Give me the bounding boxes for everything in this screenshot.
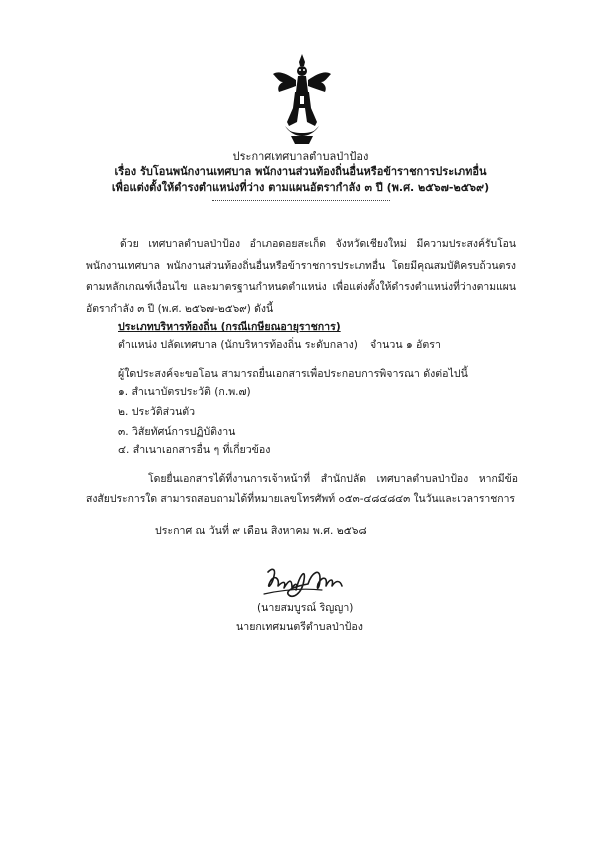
document-item: ๒. ประวัติส่วนตัว <box>118 406 196 418</box>
signer-title: นายกเทศมนตรีตำบลป่าป้อง <box>236 621 363 633</box>
announcement-purpose: เพื่อแต่งตั้งให้ดำรงตำแหน่งที่ว่าง ตามแผนอัตรากำลัง ๓ ปี (พ.ศ. ๒๕๖๗-๒๕๖๙) <box>111 181 490 194</box>
contact-paragraph-text: โดยยื่นเอกสารได้ที่งานการเจ้าหน้าที่ สำนักปลัด เทศบาลตำบลป่าป้อง หากมีข้อสงสัยประการใด สามารถสอบถามได้ที่หมายเลขโทรศัพท์ ๐๕๓-๔๘๔๘๔๓ ในวันและเวลาราชการ <box>86 473 518 505</box>
document-item: ๓. วิสัยทัศน์การปฏิบัติงาน <box>118 426 236 438</box>
documents-intro: ผู้ใดประสงค์จะขอโอน สามารถยื่นเอกสารเพื่อประกอบการพิจารณา ดังต่อไปนี้ <box>118 368 468 380</box>
handwritten-signature <box>262 560 348 602</box>
signer-name: (นายสมบูรณ์ ริญญา) <box>257 602 354 614</box>
position-title: ตำแหน่ง ปลัดเทศบาล (นักบริหารท้องถิ่น ระดับกลาง) <box>118 339 358 351</box>
contact-paragraph <box>86 469 518 509</box>
dotted-divider <box>212 200 390 201</box>
document-item: ๑. สำเนาบัตรประวัติ (ก.พ.๗) <box>118 386 251 398</box>
garuda-emblem <box>271 52 333 146</box>
position-count: จำนวน ๑ อัตรา <box>370 339 441 351</box>
announcement-org: ประกาศเทศบาลตำบลป่าป้อง <box>232 150 369 163</box>
announcement-subject: เรื่อง รับโอนพนักงานเทศบาล พนักงานส่วนท้องถิ่นอื่นหรือข้าราชการประเภทอื่น <box>114 165 487 178</box>
announcement-date: ประกาศ ณ วันที่ ๙ เดือน สิงหาคม พ.ศ. ๒๕๖๘ <box>155 525 367 537</box>
intro-paragraph <box>86 234 516 320</box>
document-item: ๔. สำเนาเอกสารอื่น ๆ ที่เกี่ยวข้อง <box>118 444 271 456</box>
intro-paragraph-text: ด้วย เทศบาลตำบลป่าป้อง อำเภอดอยสะเก็ด จังหวัดเชียงใหม่ มีความประสงค์รับโอนพนักงานเทศบาล พนักงานส่วนท้องถิ่นอื่นหรือข้าราชการประเภทอื่น โดยมีคุณสมบัติครบถ้วนตรงตามหลักเกณฑ์เงื่อนไข และมาตรฐานกำหนดตำแหน่ง เพื่อแต่งตั้งให้ดำรงตำแหน่งที่ว่างตามแผนอัตรากำลัง ๓ ปี (พ.ศ. ๒๕๖๗-๒๕๖๙) ดังนี้ <box>86 238 516 315</box>
position-category: ประเภทบริหารท้องถิ่น (กรณีเกษียณอายุราชการ) <box>118 321 341 333</box>
